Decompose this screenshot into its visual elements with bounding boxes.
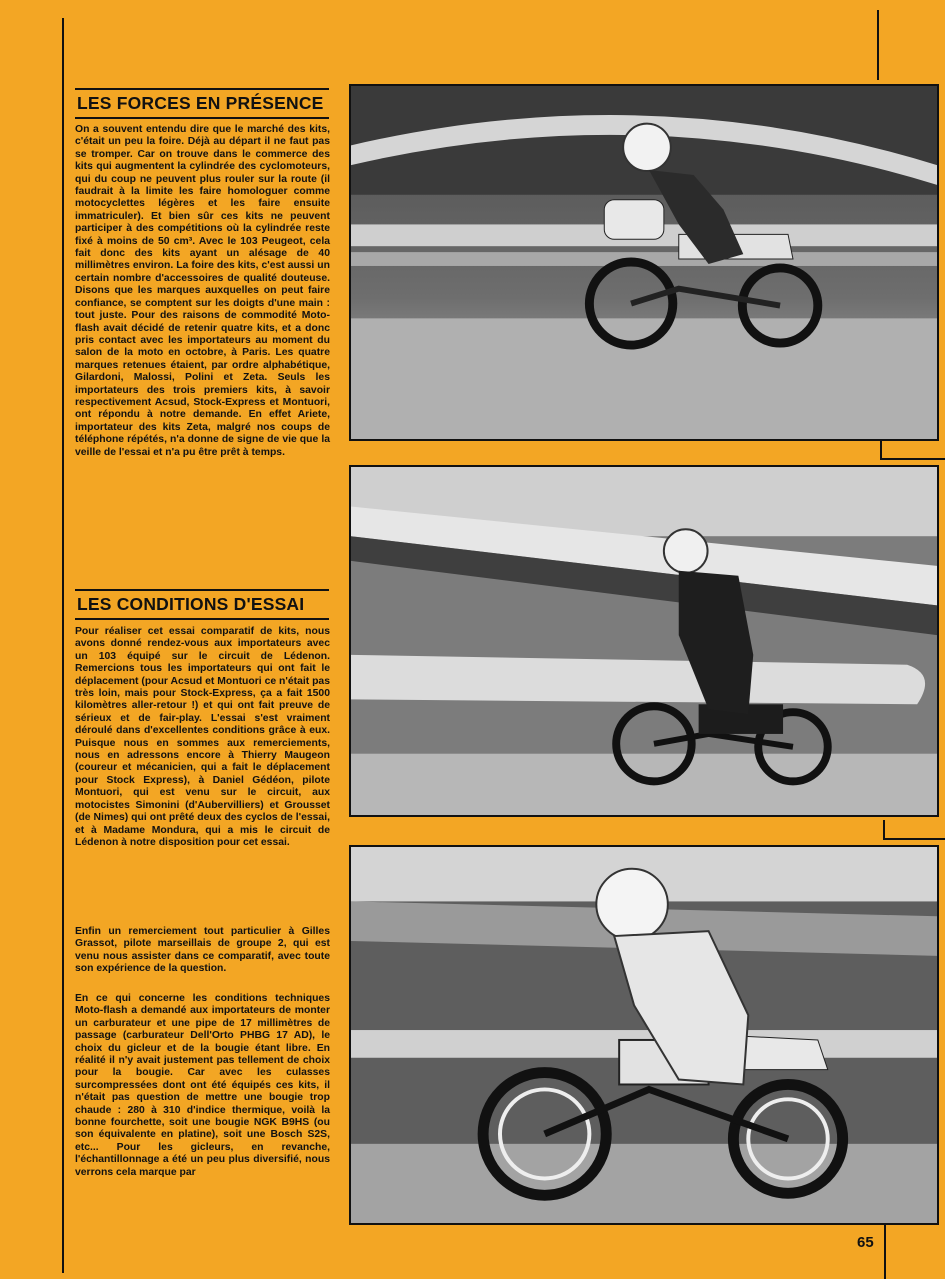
- section-body-technical: En ce qui concerne les conditions techniques Moto-flash a demandé aux importateurs de monter un carburateur et une pipe de 17 millimètres de passage (carburateur Dell'Orto PHBG 17 AD), le choix du gicleur et de la bougie étant libre. En réalité il n'y avait justement pas tellement de choix pour la bougie. Car avec les culasses surcompressées dont ont été équipés ces kits, il n'était pas question de mettre une bougie trop chaude : 280 à 310 d'indice thermique, voilà la bonne fourchette, soit une bougie NGK B9HS (ou son équivalente en platine), soit une Bosch S2S, etc... Pour les gicleurs, en revanche, l'échantillonnage a été un peu plus diversifié, nous verrons cela marque par: [75, 993, 330, 1178]
- photo-moped-rider-3: [349, 845, 939, 1225]
- photo-divider-rule-2: [883, 838, 945, 840]
- section-body-thanks: Enfin un remerciement tout particulier à Gilles Grassot, pilote marseillais de groupe 2, qui est venu nous assister dans ce comparatif, avec toute son expérience de la question.: [75, 926, 330, 975]
- section-heading-conditions: LES CONDITIONS D'ESSAI: [75, 589, 329, 620]
- top-right-rule: [877, 10, 879, 80]
- photo-divider-tick-2: [883, 820, 885, 840]
- photo-divider-rule-1: [880, 458, 945, 460]
- photo-moped-rider-2: [349, 465, 939, 817]
- section-body-forces: On a souvent entendu dire que le marché des kits, c'était un peu la foire. Déjà au départ il ne faut pas se tromper. Car on trouve dans le commerce des kits qui augmentent la cylindrée des cyclomoteurs, qui du coup ne peuvent plus rouler sur la route (il faudrait à la limite les faire homologuer comme motocyclettes légères et les faire ensuite immatriculer). Et bien sûr ces kits ne peuvent participer à des compétitions où la cylindrée reste fixé à moins de 50 cm³. Avec le 103 Peugeot, cela fait donc des kits ayant un alésage de 40 millimètres environ. La foire des kits, c'est aussi un certain nombre d'accessoires de qualité douteuse. Disons que les marques auxquelles on peut faire confiance, se comptent sur les doigts d'une main : tout juste. Pour des raisons de commodité Moto-flash avait décidé de retenir quatre kits, et a donc pris contact avec les importateurs au moment du salon de la moto en octobre, à Paris. Les quatre marques retenues étaient, par ordre alphabétique, Gilardoni, Malossi, Polini et Zeta. Seuls les importateurs des trois premiers kits, à savoir respectivement Acsud, Stock-Express et Montuori, ont répondu à notre demande. En effet Ariete, importateur des kits Zeta, malgré nos coups de téléphone répétés, n'a donne de signe de vie que la veille de l'essai et n'a pu être prêt à temps.: [75, 124, 330, 458]
- bottom-right-rule: [884, 1225, 886, 1279]
- photo-divider-tick-1: [880, 440, 882, 460]
- page-number: 65: [857, 1234, 874, 1251]
- section-heading-forces: LES FORCES EN PRÉSENCE: [75, 88, 329, 119]
- photo-moped-rider-1: [349, 84, 939, 441]
- left-column-rule: [62, 18, 64, 1273]
- section-body-conditions: Pour réaliser cet essai comparatif de kits, nous avons donné rendez-vous aux importateurs avec un 103 équipé sur le circuit de Lédenon. Remercions tous les importateurs qui ont fait le déplacement (pour Acsud et Montuori ce n'était pas très loin, mais pour Stock-Express, ça a fait 1500 kilomètres aller-retour !) et qui ont fait preuve de sérieux et de fair-play. L'essai s'est vraiment déroulé dans d'excellentes conditions grâce à eux. Puisque nous en sommes aux remerciements, nous en adressons encore à Thierry Maugeon (coureur et mécanicien, qui a fait le déplacement pour Stock Express), à Daniel Gédéon, pilote Montuori, qui est venu sur le circuit, aux motocistes Simonini (d'Aubervilliers) et Grousset (de Nimes) qui ont prêté deux des cyclos de l'essai, et à Madame Mondura, qui a mis le circuit de Lédenon à notre disposition pour cet essai.: [75, 626, 330, 848]
